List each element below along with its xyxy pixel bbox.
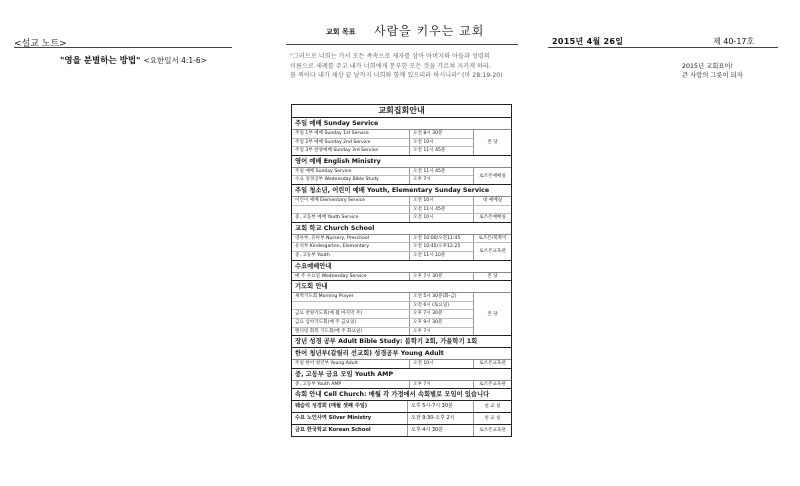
service-time: 오후 9시 30분 — [413, 319, 443, 325]
service-time: 오전 10시 — [413, 215, 434, 221]
sermon-title — [60, 54, 207, 66]
service-place: 친 교 실 — [473, 413, 511, 424]
service-place: 친 교 실 — [473, 401, 511, 412]
service-name: 영아부, 유아부 Nursery, Preschool — [292, 235, 410, 243]
service-time: 오후 4시 30분 — [411, 427, 444, 434]
service-time: 오전 10:45/오후12:25 — [413, 244, 461, 250]
section-heading: 중, 고등부 금요 모임 Youth AMP — [292, 369, 511, 381]
service-place: 로즈몬교육관 — [473, 360, 511, 368]
table-row — [292, 235, 511, 244]
sermon-title-text: "영을 분별하는 방법" — [60, 56, 141, 66]
service-place: 로즈몬교육관 — [473, 425, 511, 436]
service-place — [473, 206, 511, 214]
service-time: 오후 7시 — [413, 328, 431, 334]
motto-line: 2015년 교회표어! — [682, 63, 733, 70]
service-name: 금요 찬양기도회(매 월 마지막 주) — [292, 310, 410, 318]
service-place: 로즈몬교육관 — [473, 243, 511, 259]
table-row — [292, 147, 473, 155]
section-heading: 주일 청소년, 어린이 예배 Youth, Elementary Sunday Service — [292, 185, 511, 197]
section-wednesday-service — [292, 261, 511, 282]
section-church-school — [292, 223, 511, 261]
issue-number: 제 40-17호 — [713, 37, 755, 46]
section-youth-elementary — [292, 185, 511, 223]
table-row — [292, 319, 473, 328]
service-time: 오전 11시 45분 — [413, 168, 446, 174]
table-row — [292, 243, 473, 252]
service-name: 랜디링 회복 기도회(매 주 화요일) — [292, 328, 410, 336]
section-heading: 영어 예배 English Ministry — [292, 156, 511, 168]
table-row — [292, 381, 511, 389]
bulletin-date: 2015년 4월 26일 — [552, 37, 624, 46]
table-row — [292, 176, 473, 184]
table-row — [292, 360, 511, 368]
service-name: 중, 고등부 예배 Youth Service — [292, 214, 410, 222]
service-name: 주일 1부 예배 Sunday 1st Service — [292, 130, 410, 138]
church-goal-label: 교회 목표 — [326, 28, 356, 36]
quote-line: 이름으로 세례를 주고 내가 너희에게 분부한 모든 것을 가르쳐 지키게 하라. — [290, 62, 491, 70]
service-schedule-table — [291, 104, 512, 437]
table-row — [292, 130, 473, 139]
service-name — [292, 302, 410, 310]
service-name: 매 주 수요일 Wednesday Service — [292, 273, 410, 281]
service-time: 오전 9:30-오후 2시 — [411, 415, 455, 422]
service-time: 오후 7시 30분 — [413, 273, 443, 279]
table-row — [292, 168, 473, 177]
sermon-reference: <요한일서 4:1-6> — [143, 56, 207, 65]
service-name: 금요 심야기도회(매 주 금요일) — [292, 319, 410, 327]
service-time: 오전 10시 — [413, 197, 434, 203]
section-heading: 한어 청년부(갈릴리 선교회) 성경공부 Young Adult — [292, 348, 511, 360]
service-time: 오후 7시 — [413, 381, 431, 387]
table-row — [292, 310, 473, 319]
section-heading: 교회 학교 Church School — [292, 223, 511, 235]
service-name: 주일 예배 Sunday Service — [292, 168, 410, 176]
section-young-adult — [292, 348, 511, 369]
service-name: 새벽기도회 Morning Prayer — [292, 293, 410, 301]
section-sunday-service — [292, 118, 511, 156]
service-time: 오전 8시 30분 — [413, 131, 443, 136]
service-time: 오후 5시-7시 30분 — [411, 403, 453, 410]
service-place: 본 당 — [473, 130, 511, 155]
church-motto — [682, 62, 743, 80]
table-row — [292, 206, 511, 215]
service-name — [292, 206, 410, 214]
service-time: 오후 7시 30분 — [413, 311, 443, 317]
table-row — [292, 139, 473, 148]
quote-line: "그러므로 너희는 가서 모든 족속으로 제자를 삼아 아버지와 아들과 성령의 — [290, 53, 490, 60]
service-name: 주일 2부 예배 Sunday 2nd Service — [292, 139, 410, 147]
service-name: 수요 성경공부 Wednesday Bible Study — [292, 176, 410, 184]
service-name: 유치부 Kindergarten, Elementary — [292, 243, 410, 251]
table-row — [292, 413, 511, 424]
service-time: 오전 6시 (토요일) — [413, 302, 450, 308]
quote-line: 볼 찌어다 내가 세상 끝 날까지 너희와 항께 있으리라 하시니라" (마 28:19-20) — [290, 72, 503, 79]
section-youth-amp — [292, 369, 511, 390]
section-heading: 주일 예배 Sunday Service — [292, 118, 511, 130]
scripture-quote — [290, 52, 503, 81]
service-name: 중, 고등부 Youth — [292, 252, 410, 260]
section-heading: 기도회 안내 — [292, 281, 511, 293]
service-place: 로즈몬예배실 — [473, 214, 511, 222]
section-prayer-meetings — [292, 281, 511, 336]
service-name: 중, 고등부 Youth AMP — [292, 381, 410, 389]
service-place: 로즈몬/북쪽이 — [473, 235, 511, 243]
slogan-divider — [286, 44, 518, 45]
service-name: 주일 3부 찬양예배 Sunday 3rd Service — [292, 147, 410, 155]
section-heading: 장년 성경 공부 Adult Bible Study: 봄학기 2회, 가을학기 1회 — [295, 338, 478, 346]
service-name: 수요 노인사역 Silver Ministry — [292, 413, 408, 424]
service-place: 본 당 — [473, 293, 511, 335]
service-time: 오전 10시 — [413, 139, 434, 145]
section-adult-bible-study — [292, 336, 511, 348]
section-english-ministry — [292, 156, 511, 185]
service-time: 오후 7시 — [413, 177, 431, 183]
service-place: 본 당 — [473, 273, 511, 281]
table-row — [292, 197, 511, 206]
service-place: 대 예배실 — [473, 197, 511, 205]
table-row — [292, 273, 511, 281]
table-row — [292, 214, 511, 222]
service-name: 금요 한국학교 Korean School — [292, 425, 408, 436]
table-row — [292, 401, 511, 412]
service-place: 로즈몬예배실 — [473, 168, 511, 184]
service-time: 오전 11시 10분 — [413, 252, 446, 258]
service-time: 오전 10시 — [413, 361, 434, 367]
table-row — [292, 293, 473, 302]
section-korean-school — [292, 425, 511, 436]
table-row — [292, 302, 473, 311]
table-title: 교회집회안내 — [292, 105, 511, 118]
service-time: 오전 11시 45분 — [413, 148, 446, 154]
service-name: 어린이 예배 Elementary Service — [292, 197, 410, 205]
section-silver-ministry — [292, 413, 511, 425]
table-row — [292, 425, 511, 436]
sermon-notes-title: <설교 노트> — [14, 39, 67, 49]
table-row — [292, 252, 473, 260]
section-wesley-bible — [292, 401, 511, 413]
church-slogan: 사람을 키우는 교회 — [374, 24, 485, 38]
service-place: 로즈몬교육관 — [473, 381, 511, 389]
service-time: 오전 10:00/오전11:45 — [413, 235, 461, 241]
date-divider — [548, 47, 778, 48]
section-heading: 수요예배안내 — [292, 261, 511, 273]
service-name: 웨슬리 성경회 (매월 셋째 주일) — [292, 401, 408, 412]
service-name: 주일 한어 청년부 Young Adult — [292, 360, 410, 368]
service-time: 오전 11시 45분 — [413, 206, 446, 212]
service-time: 오전 5시 30분(화-금) — [413, 294, 457, 300]
section-heading: 속회 안내 Cell Church: 매월 각 가정에서 속회별로 모임이 있습니다 — [295, 391, 490, 399]
motto-line: 큰 사랑의 그릇이 되자 — [682, 72, 743, 79]
table-row — [292, 328, 473, 336]
notes-divider — [14, 47, 232, 48]
section-cell-church — [292, 389, 511, 401]
